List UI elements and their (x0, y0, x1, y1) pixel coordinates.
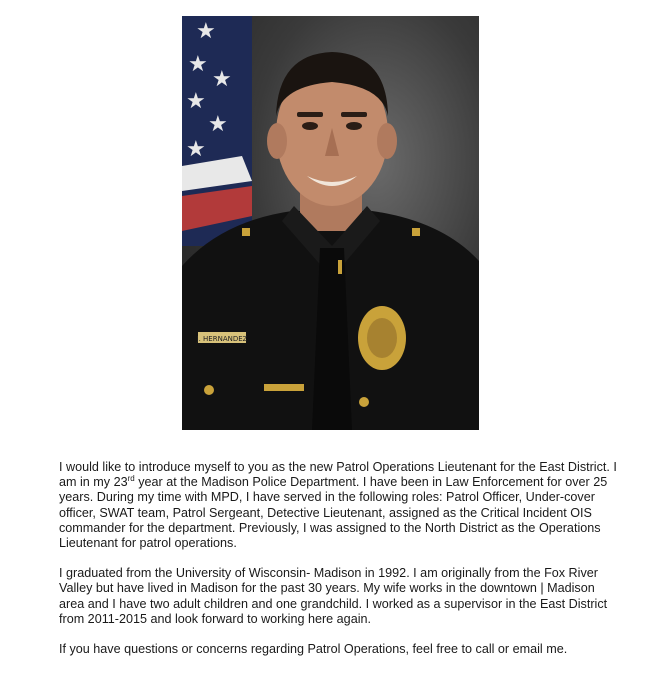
american-flag (182, 16, 252, 246)
svg-text:★: ★ (186, 89, 206, 114)
svg-text:★: ★ (196, 19, 216, 44)
svg-text:★: ★ (188, 52, 208, 77)
svg-text:★: ★ (186, 137, 206, 162)
svg-text:★: ★ (208, 112, 228, 137)
bio-paragraph-contact: If you have questions or concerns regarding Patrol Operations, feel free to call or email me. (59, 642, 568, 657)
police-badge (358, 306, 406, 370)
name-tag-text: J. HERNANDEZ (196, 335, 248, 343)
bio-paragraph-background: I graduated from the University of Wisconsin- Madison in 1992. I am originally from the Fox River Valley but have lived in Madison for the past 30 years. My wife works in the downtown | Madison area and I have two adult children and one grandchild. I worked as a supervisor in the East District from 2011-2015 and look forward to working here again. (59, 566, 608, 626)
svg-text:★: ★ (212, 67, 232, 92)
officer-portrait-photo (182, 16, 479, 430)
bio-paragraph-intro: I would like to introduce myself to you as the new Patrol Operations Lieutenant for the East District. I am in my 23rd year at the Madison Police Department. I have been in Law Enforcement for over 25 years. During my time with MPD, I have served in the following roles: Patrol Officer, Under-cover officer, SWAT team, Patrol Sergeant, Detective Lieutenant, assigned as the Critical Incident OIS commander for the department. Previously, I was assigned to the North District as the Operations Lieutenant for patrol operations. (59, 460, 617, 551)
bio-text (59, 460, 619, 672)
portrait-illustration (182, 16, 479, 430)
